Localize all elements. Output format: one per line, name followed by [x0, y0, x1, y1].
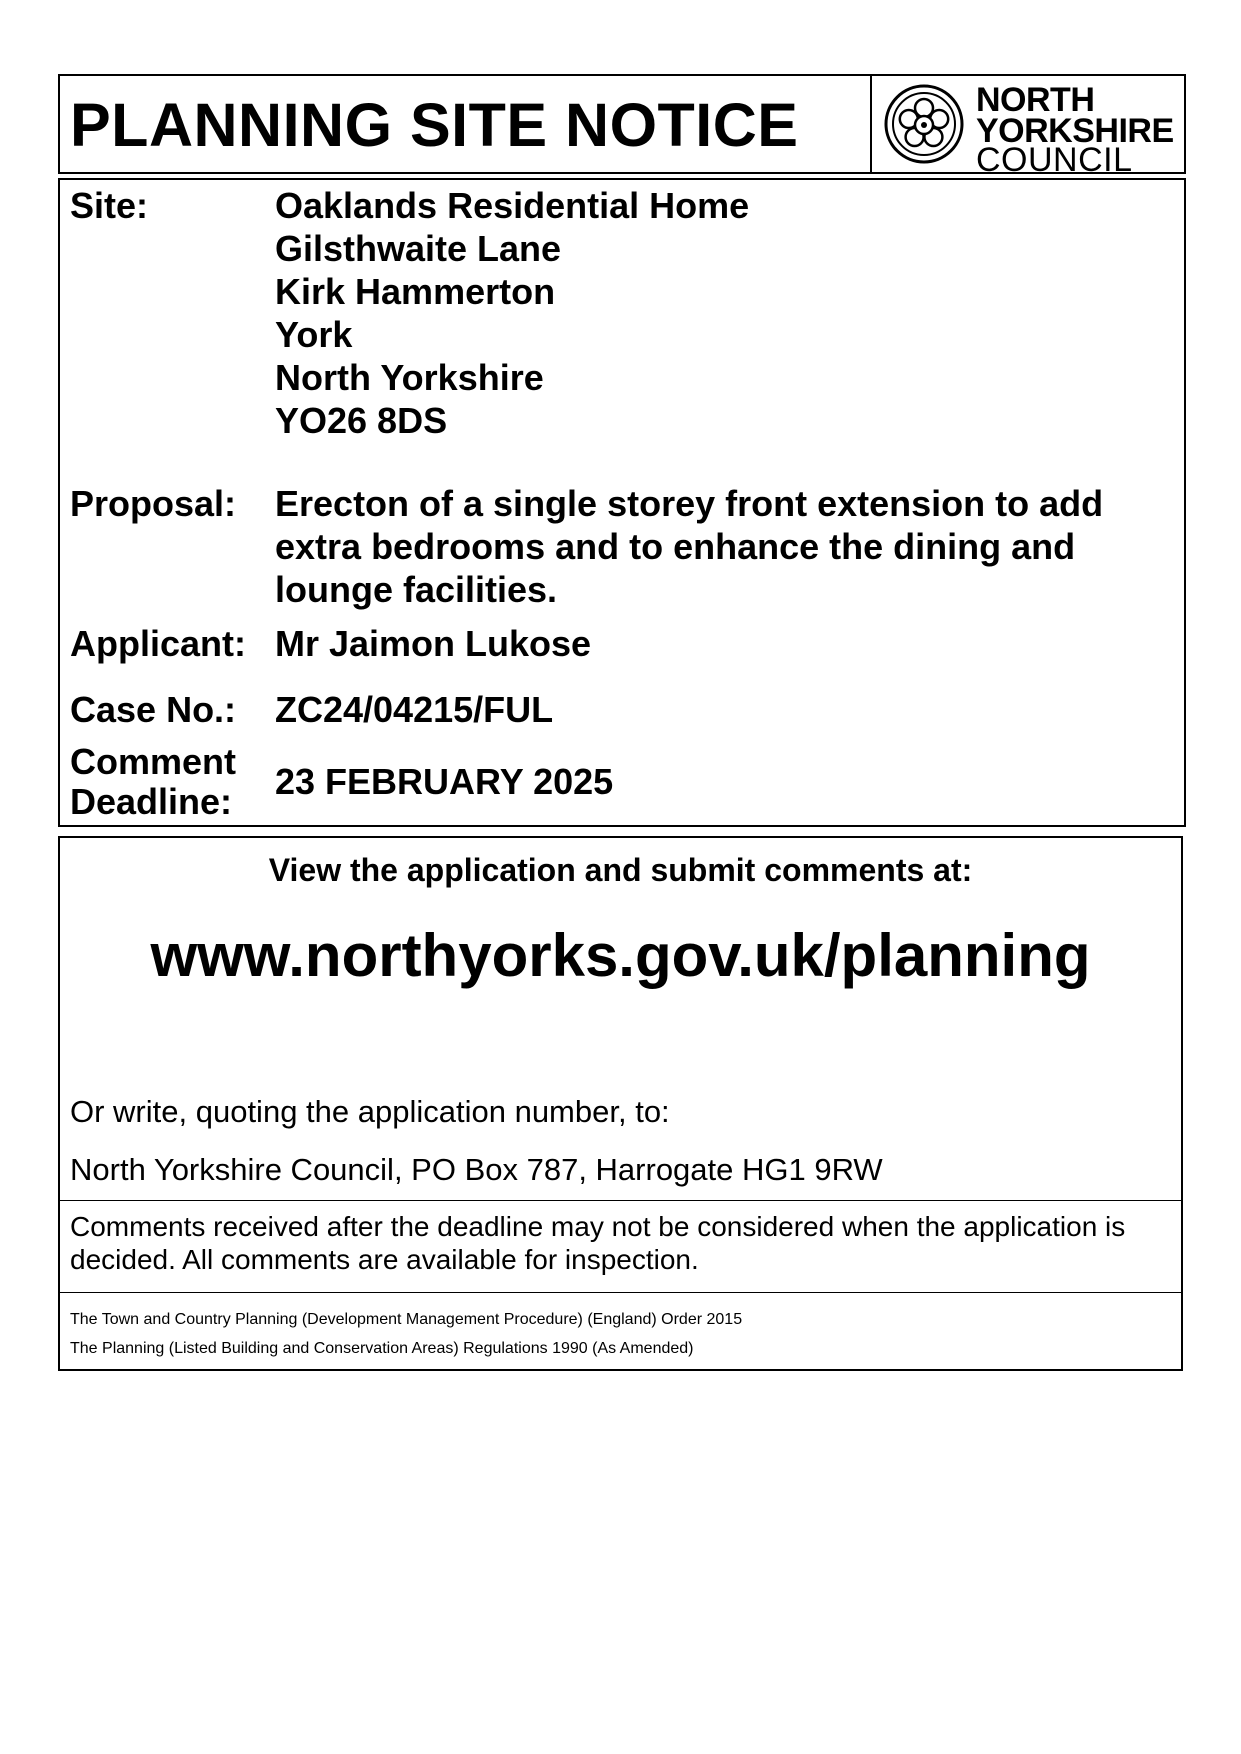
proposal-line: lounge facilities. — [275, 569, 558, 610]
deadline-note-line: Comments received after the deadline may not be considered when the application is — [70, 1211, 1126, 1242]
applicant-label: Applicant: — [70, 623, 246, 664]
legal-reference: The Planning (Listed Building and Conservation Areas) Regulations 1990 (As Amended) — [70, 1340, 694, 1357]
site-label: Site: — [70, 185, 149, 226]
case-number: ZC24/04215/FUL — [275, 689, 554, 730]
divider — [60, 1200, 1181, 1201]
logo-text-north: NORTH — [976, 81, 1095, 119]
notice-header — [58, 74, 1186, 179]
proposal-line: extra bedrooms and to enhance the dining and — [275, 526, 1076, 567]
deadline-label-line2: Deadline: — [70, 781, 233, 822]
site-line: Oaklands Residential Home — [275, 185, 750, 226]
site-line: Kirk Hammerton — [275, 271, 556, 312]
site-line: North Yorkshire — [275, 357, 544, 398]
notice-details — [58, 178, 1186, 827]
write-instruction: Or write, quoting the application number, to: — [70, 1094, 670, 1129]
deadline-note — [70, 1210, 1125, 1276]
council-logo — [870, 76, 1184, 179]
deadline-label-line1: Comment — [70, 741, 237, 782]
site-line: YO26 8DS — [275, 400, 448, 441]
legal-reference: The Town and Country Planning (Development Management Procedure) (England) Order 2015 — [70, 1311, 743, 1328]
site-line: York — [275, 314, 353, 355]
proposal-text — [275, 482, 1103, 611]
case-number-label: Case No.: — [70, 689, 237, 730]
site-line: Gilsthwaite Lane — [275, 228, 562, 269]
logo-text-council: COUNCIL — [976, 141, 1133, 179]
site-address — [275, 184, 749, 442]
deadline-note-line: decided. All comments are available for inspection. — [70, 1244, 699, 1275]
logo-text-yorkshire: YORKSHIRE — [976, 112, 1174, 150]
proposal-line: Erecton of a single storey front extension to add — [275, 483, 1104, 524]
divider — [60, 1292, 1181, 1293]
page-title: PLANNING SITE NOTICE — [70, 91, 799, 159]
applicant-name: Mr Jaimon Lukose — [275, 623, 592, 664]
comment-deadline: 23 FEBRUARY 2025 — [275, 761, 614, 802]
yorkshire-rose-icon — [882, 82, 966, 166]
proposal-label: Proposal: — [70, 483, 237, 524]
comment-info — [58, 836, 1183, 1371]
planning-url-link[interactable]: www.northyorks.gov.uk/planning — [150, 922, 1091, 989]
postal-address: North Yorkshire Council, PO Box 787, Harrogate HG1 9RW — [70, 1152, 883, 1187]
view-application-heading: View the application and submit comments at: — [268, 852, 973, 888]
